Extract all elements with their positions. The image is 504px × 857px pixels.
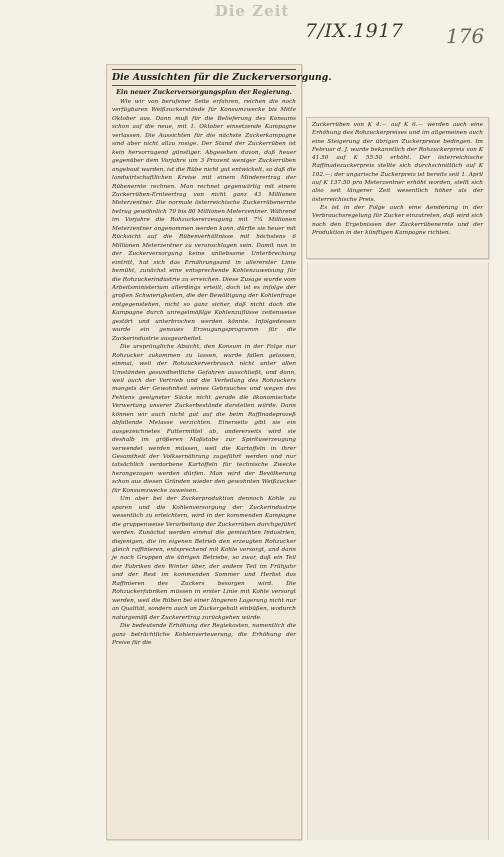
article-paragraph: Um aber bei der Zuckerproduktion dennoch Kohle zu sparen und die Kohlenversorgung der Zuckerindustrie wesentlich zu erleichtern, wird in der kommenden Kampagne die gruppenweise Verarbeitung der Zuckerrüben durchgeführt werden. Zunächst werden einmal die gemischten Industrien, diejenigen, die im eigenen Betrieb den erzeugten Rohzucker gleich raffinieren, entsprechend mit Kohle versorgt, und dann je nach Gruppen die übrigen Betriebe, so zwar, daß ein Teil der Fabriken den Winter über, der andere Teil im Frühjahr und der Rest im kommenden Sommer und Herbst das Raffinieren des Zuckers besorgen wird. Die Rohzuckerfabriken müssen in erster Linie mit Kohle versorgt werden, weil die Rüben bei einer längeren Lagerung nicht nur an Qualität, sondern auch an Zuckergehalt einbüßen, wodurch naturgemäß der Zuckerertrag zurückgehen würde. <box>112 496 296 621</box>
article-clipping <box>106 64 332 840</box>
handwritten-date: 7/IX.1917 <box>305 20 404 42</box>
continuation-paragraph: Es ist in der Folge auch eine Aenderung in der Verbrauchsregelung für Zucker einzutreten, daß wird sich nach den Ergebnissen der Zuckerrübenernte und der Produktion in der künftigen Kampagne richten. <box>312 204 483 236</box>
article-subhead: Ein neuer Zuckerversorgungsplan der Regierung. <box>116 89 292 96</box>
article-body <box>112 98 296 647</box>
continuation-body <box>312 121 483 237</box>
continuation-clipping <box>306 117 489 259</box>
article-headline: Die Aussichten für die Zuckerversorgung. <box>112 69 296 86</box>
blank-paper-strip <box>307 262 489 840</box>
article-paragraph: Die bedeutende Erhöhung der Regiekosten, namentlich die ganz beträchtliche Kohlenverteuerung, die Erhöhung der Preise für die <box>112 623 296 646</box>
article-paragraph: Wie wir von berufener Seite erfahren, reichen die noch verfügbaren Weißzuckerstände für Konsumzwecke bis Mitte Oktober aus. Dann muß für die Belieferung des Konsums schon auf die neue, mit 1. Oktober einsetzende Kampagne verlassen. Die Aussichten für die nächste Zuckerkampagne sind aber nicht allzu rosige. Der Stand der Zuckerrüben ist kein hervorragend günstiger. Abgesehen davon, daß heuer gegenüber dem Vorjahre um 3 Prozent weniger Zuckerrüben angebaut wurden, ist die Rübe nicht gut entwickelt, so daß die landwirtschaftlichen Kreise mit einem Minderertrag der Rübenernte rechnen. Man rechnet gegenwärtig mit einem Zuckerrüben-Ernteertrag von nicht ganz 43 Millionen Meterzentner. Die normale österreichische Zuckerrübenernte betrug gewöhnlich 70 bis 80 Millionen Meterzentner. Während im Vorjahre die Rohzuckererzeugung mit 7¼ Millionen Meterzentner angenommen werden kann, dürfte sie heuer mit Rücksicht auf die Rübenverhältnisse mit höchstens 6 Millionen Meterzentner zu veranschlagen sein. Damit nun in der Zuckerversorgung keine unliebsame Unterbrechung eintritt, hat sich das Ernährungsamt in allererster Linie bemüht, zunächst eine entsprechende Kohlenzuweisung für die Rohzuckerindustrie zu erreichen. Diese Zusage wurde vom Arbeitsministerium allerdings erteilt, doch ist es infolge der großen Schwierigkeiten, die der Bewältigung der Kohlenfrage entgegenstehen, nicht so ganz sicher, daß nicht doch die Kampagne durch unregelmäßige Kohlenzuflüsse zeitenweise gestört und unterbrochen werden könnte. Infolgedessen wurde ein genaues Erzeugungsprogramm für die Zuckerindustrie ausgearbeitet. <box>112 99 296 342</box>
continuation-paragraph: Zuckerrüben von K 4.— auf K 6.— werden auch eine Erhöhung des Rohzuckerpreises und im allgemeinen auch eine Steigerung der übrigen Zuckerpreise bedingen. Im Februar d. J. wurde bekanntlich der Rohzuckerpreis von K 41.50 auf K 55.50 erhöht. Der österreichische Raffinadezuckerpreis stellte sich durchschnittlich auf K 102.—; der ungarische Zuckerpreis ist bereits seit 1. April auf K 137.50 pro Meterzentner erhöht worden, stellt sich also seit längerer Zeit wesentlich höher als der österreichische Preis. <box>312 122 483 203</box>
article-paragraph: Die ursprüngliche Absicht, den Konsum in der Folge nur Rohzucker zukommen zu lassen, wurde fallen gelassen, einmal, weil der Rohzuckerverbrauch nicht unter allen Umständen gesundheitliche Gefahren ausschließt, und dann, weil auch der Vertrieb und die Verteilung des Rohzuckers mangels der Gewohnheit seines Gebrauches und wegen des Fehlens geeigneter Säcke nicht gerade die ökonomischste Verwertung unserer Zuckerbestände darstellen würde. Dann können wir auch nicht gut auf die beim Raffinadeprozeß abfallende Melasse verzichten. Einerseits gibt sie ein ausgezeichnetes Futtermittel ab, andererseits wird sie deshalb im größeren Maßstabe zur Spirituserzeugung verwendet werden müssen, weil die Kartoffeln in ihrer Gesamtheit der Volksernährung zugeführt werden und nur tatsächlich verdorbene Kartoffeln für technische Zwecke herangezogen werden dürfen. Man wird der Bevölkerung schon aus diesen Gründen wieder den gewohnten Weißzucker für Konsumzwecke zuweisen. <box>112 344 296 494</box>
handwritten-page-number: 176 <box>446 24 485 48</box>
newspaper-masthead: Die Zeit <box>214 2 290 20</box>
